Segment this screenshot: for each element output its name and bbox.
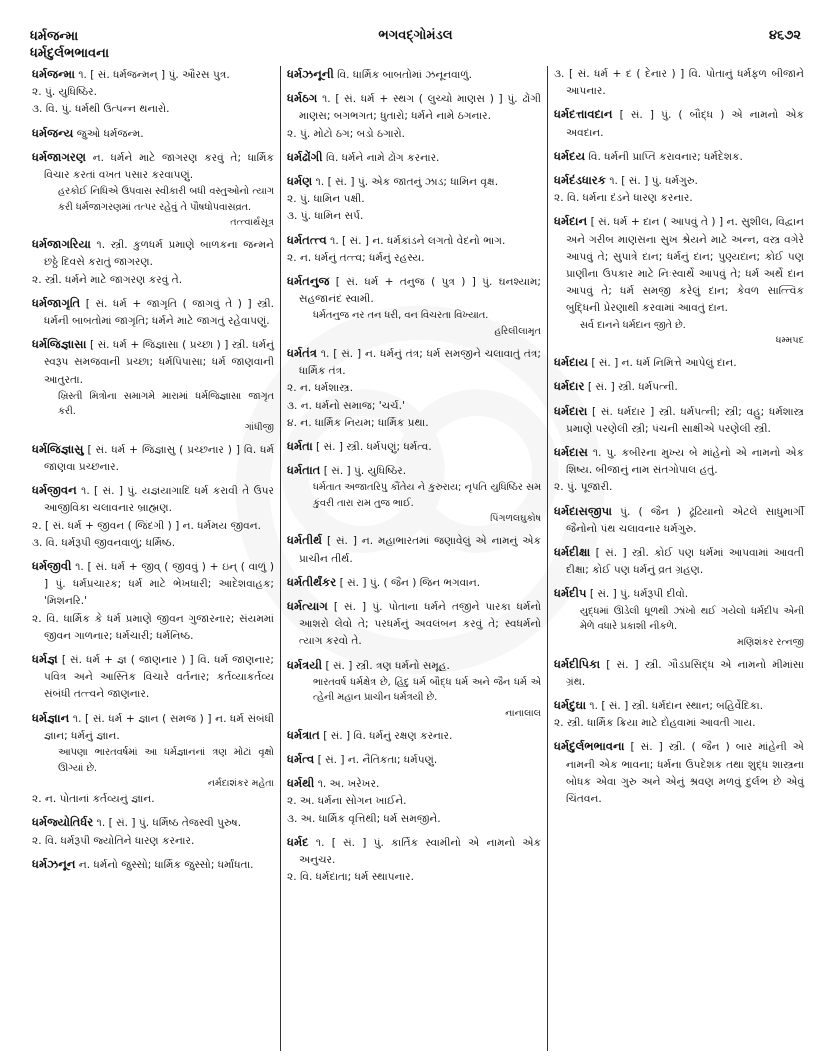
dictionary-entry <box>554 172 804 207</box>
entry-sense: ૩. [ સં. ધર્મ + દ ( દેનાર ) ] વિ. પોતાનું ધર્મફળ બીજાને આપનાર. <box>554 68 804 98</box>
entry-headword: ધર્મદંડધારક <box>554 173 606 188</box>
entry-sense: [ સં. ] ન. મહાભારતમાં જણાવેલું એ નામનું એક પ્રાચીન તીર્થ. <box>299 535 541 565</box>
entry-sense: [ સં. ] પું. ( બૌદ્ધ ) એ નામનો એક અવદાન. <box>566 109 804 139</box>
entry-quotation: સર્વ દાનને ધર્મદાન જીતે છે. <box>580 319 686 331</box>
entry-sense: [ સં. ] સ્ત્રી. ધર્મપણું; ધર્મત્વ. <box>316 440 432 453</box>
entry-sense: ૨. [ સં. ધર્મ + જીવન ( જિંદગી ) ] ન. ધર્મમય જીવન. <box>32 519 262 532</box>
entry-sense: ૨. વિ. ધર્મના દંડને ધારણ કરનાર. <box>554 192 693 205</box>
entry-headword: ધર્મજિજ્ઞાસુ <box>32 441 84 456</box>
column-3 <box>548 66 810 1051</box>
entry-sense: [ સં. ] પું. ધર્મરૂપી દીવો. <box>589 588 689 601</box>
dictionary-entry <box>287 66 541 84</box>
dictionary-entry <box>554 106 804 141</box>
entry-sense: ૨. પું. ધામિન પક્ષી. <box>287 193 365 206</box>
entry-headword: ધર્મતીર્થંકર <box>287 574 337 589</box>
entry-sense: ૧. [ સં. ] ન. ધર્મનું તંત્ર; ધર્મ સમજીને ચલાવાતું તંત્ર; ધાર્મિક તંત્ર. <box>299 347 541 378</box>
entry-sense: ૧. [ સં. ] સ્ત્રી. ધર્મદાન સ્થાન; બહિર્વેદિકા. <box>589 699 764 712</box>
dictionary-entry <box>554 544 804 579</box>
entry-quotation: ખ્રિસ્તી મિત્રોના સમાગમે મારામાં ધર્મજિજ્ઞાસા જાગૃત કરી. <box>58 390 274 418</box>
dictionary-entry <box>287 751 541 769</box>
dictionary-entry <box>287 273 541 339</box>
entry-sense: ૧. [ સં. ] પું. એક જાતનું ઝાડ; ધામિન વૃક્ષ. <box>315 176 499 189</box>
entry-sense: [ સં. ] સ્ત્રી. ( જૈન ) બાર માંહેની એ નામની એક ભાવના; ધર્મના ઉપદેશક તથા શુદ્ધ શાસ્ત્રના બોધક એવા ગુરુ અને એનું શ્રવણ મળવું દુર્લભ છે એવું ચિંતવન. <box>566 741 804 805</box>
dictionary-columns <box>26 66 810 1051</box>
dictionary-entry <box>554 656 804 691</box>
entry-quotation: આપણા ભારતવર્ષમાં આ ધર્મજ્ઞાનનાં ત્રણ મોટાં વૃક્ષો ઊગ્યાં છે. <box>58 747 274 774</box>
entry-sense: ૨. સ્ત્રી. ધાર્મિક ક્રિયા માટે દોહવામાં આવતી ગાય. <box>554 717 756 730</box>
quotation-source: પિંગળલઘુકોષ <box>490 513 541 525</box>
entry-headword: ધર્મજીવન <box>32 483 77 498</box>
entry-headword: ધર્મજાગરિયા <box>32 237 91 252</box>
dictionary-entry <box>32 710 274 809</box>
entry-headword: ધર્મતંત્ર <box>287 345 317 360</box>
dictionary-entry <box>287 232 541 267</box>
entry-sense: ૧. પુ. કબીરના મુખ્ય બે માંહેનો એ નામનો એક શિષ્ય. બીજાનું નામ સંતગોપાલ હતું. <box>566 446 804 477</box>
dictionary-entry <box>32 482 274 552</box>
dictionary-entry <box>32 558 274 645</box>
entry-headword: ધર્મજ્ઞાન <box>32 710 70 725</box>
dictionary-entry <box>287 834 541 887</box>
quotation-source: ગાંધીજી <box>244 421 274 433</box>
dictionary-entry <box>554 444 804 497</box>
entry-headword: ધર્મતાત <box>287 463 321 478</box>
entry-headword: ધર્મણ <box>287 174 313 189</box>
entry-headword: ધર્મતત્ત્વ <box>287 232 327 247</box>
dictionary-entry <box>554 354 804 372</box>
entry-sense: ૧. [ સં. ધર્મ + જ્ઞાન ( સમજ ) ] ન. ધર્મ સંબંધી જ્ઞાન; ધર્મનું જ્ઞાન. <box>44 712 274 742</box>
entry-sense: વિ. ધાર્મિક બાબતોમાં ઝનૂનવાળું. <box>337 69 473 81</box>
entry-sense: [ સં. ધર્મ + જાગૃતિ ( જાગવું તે ) ] સ્ત્રી. ધર્મની બાબતોમાં જાગૃતિ; ધર્મને માટે જાગતું રહેવાપણું. <box>44 297 274 328</box>
entry-sense: ૨. પું. યુધિષ્ઠિર. <box>32 86 97 99</box>
entry-headword: ધર્મદુઘા <box>554 697 587 712</box>
entry-headword: ધર્મદત્તાવદાન <box>554 107 613 122</box>
entry-sense: ૩. અ. ધાર્મિક વૃત્તિથી; ધર્મ સમજીને. <box>287 812 441 825</box>
entry-headword: ધર્મઠગ <box>287 91 318 106</box>
dictionary-entry <box>32 125 274 143</box>
quotation-source: તત્ત્વાર્થસૂત્ર <box>230 217 274 229</box>
entry-sense: ૨. અ. ધર્મના સોગન ખાઈને. <box>287 795 407 808</box>
entry-sense: ૧. [ સં. ] પું. યજ્ઞયાગાદિ ધર્મ કરાવી તે ઉપર આજીવિકા ચલાવનાર બ્રાહ્મણ. <box>44 485 274 515</box>
entry-sense: વિ. ધર્મની પ્રાપ્તિ કરાવનાર; ધર્મદેશક. <box>588 150 743 163</box>
entry-sense: ૧. [ સં. ] પું. કાર્તિક સ્વામીનો એ નામનો એક અનુચર. <box>299 836 541 866</box>
entry-sense: જુઓ ધર્મજન્મ. <box>76 127 144 140</box>
entry-headword: ધર્મઢોંગી <box>287 149 323 164</box>
entry-headword: ધર્મત્યાગ <box>287 598 328 613</box>
dictionary-entry <box>32 856 274 874</box>
entry-sense: [ સં. ] સ્ત્રી. કોઈ પણ ધર્મમાં આપવામાં આવતી દીક્ષા; કોઈ પણ ધર્મનું વ્રત ગ્રહણ. <box>566 546 804 577</box>
entry-sense: [ સં. ] પું. ( જૈન ) જિન ભગવાન. <box>339 576 481 589</box>
dictionary-entry <box>32 66 274 119</box>
quotation-source: હરિલીલામૃત <box>494 325 541 337</box>
page-number: ૪૬૭૨ <box>768 28 801 43</box>
page-header <box>30 28 801 64</box>
entry-headword: ધર્મદારા <box>554 403 588 418</box>
entry-headword: ધર્મજ્ઞ <box>32 652 58 667</box>
dictionary-entry <box>287 598 541 651</box>
quotation-source: નર્મદાશંકર મહેતા <box>207 778 274 790</box>
dictionary-entry <box>287 574 541 592</box>
entry-sense: ૧. [ સં. ] પું. ધર્મિષ્ઠ તેજસ્વી પુરુષ. <box>96 817 242 830</box>
entry-sense: ૧. અ. ખરેખર. <box>317 778 380 791</box>
column-2 <box>281 66 548 1051</box>
entry-sense: [ સં. ] સ્ત્રી. ત્રણ ધર્મનો સમૂહ. <box>325 659 450 672</box>
entry-sense: ૨. ન. ધર્મશાસ્ત્ર. <box>287 382 353 395</box>
quotation-source: ધમ્મપદ <box>775 335 804 347</box>
entry-sense: [ સં. ] ન. નૈતિકતા; ધર્મપણું. <box>317 753 438 766</box>
entry-headword: ધર્મદાય <box>554 355 588 370</box>
dictionary-entry <box>287 90 541 143</box>
entry-quotation: યુદ્ધમાં ઊડેલી ધૂળથી ઝાંખો થઈ ગયેલો ધર્મદીપ એની મેળે વધારે પ્રકાશી નીકળે. <box>580 605 804 633</box>
entry-quotation: હરકોઈ નિધિએ ઉપવાસ સ્વીકારી બધી વસ્તુઓનો ત્યાગ કરી ધર્મજાગરણમાં તત્પર રહેવું તે પૌષધોપવાસવ્રત. <box>58 186 274 213</box>
entry-sense: ૨. ન. ધર્મનું તત્ત્વ; ધર્મનું રહસ્ય. <box>287 251 425 264</box>
entry-sense: ૨. સ્ત્રી. ધર્મને માટે જાગરણ કરવું તે. <box>32 273 183 286</box>
entry-sense: ૧. [ સં. ધર્મ + જીવ્ ( જીવવું ) + ઇન્ ( વાળું ) ] પું. ધર્મપ્રચારક; ધર્મ માટે ભેખધારી; આદેશવાહક; 'મિશનરિ.' <box>44 561 274 608</box>
dictionary-entry <box>554 585 804 649</box>
entry-headword: ધર્મદીક્ષા <box>554 544 591 559</box>
entry-headword: ધર્મતા <box>287 438 313 453</box>
entry-sense: ૩. વિ. પું. ધર્મથી ઉત્પન્ન થનારો. <box>32 103 170 116</box>
entry-headword: ધર્મદ <box>287 834 309 849</box>
dictionary-entry <box>32 441 274 476</box>
entry-sense: ૩. ન. ધર્મનો સમાજ; 'ચર્ચ.' <box>287 399 405 412</box>
entry-headword: ધર્મદીપ <box>554 586 587 601</box>
entry-headword: ધર્મજીવી <box>32 559 72 574</box>
entry-sense: ૨. વિ. ધર્મદાતા; ધર્મ સ્થાપનાર. <box>287 871 414 884</box>
entry-headword: ધર્મદય <box>554 148 586 163</box>
entry-sense: ૧. [ સં. ] પું. ધર્મગુરુ. <box>609 175 698 188</box>
entry-sense: ૧. [ સં. ધર્મજન્મન્ ] પું. ઔરસ પુત્ર. <box>78 69 230 81</box>
entry-sense: [ સં. ] પું. યુધિષ્ઠિર. <box>323 465 407 478</box>
entry-sense: વિ. ધર્મને નામે ઢોંગ કરનાર. <box>325 151 440 164</box>
entry-headword: ધર્મદુર્લભભાવના <box>554 739 625 754</box>
entry-sense: ૪. ન. ધાર્મિક નિયમ; ધાર્મિક પ્રથા. <box>287 416 429 429</box>
entry-headword: ધર્મજાગૃતિ <box>32 295 81 310</box>
entry-headword: ધર્મદાસ <box>554 444 588 459</box>
entry-headword: ધર્મદીપિકા <box>554 656 601 671</box>
entry-sense: ૧. [ સં. ] ન. ધર્મકાંડને લગતો વેદનો ભાગ. <box>330 234 506 247</box>
entry-headword: ધર્મજન્ય <box>32 125 74 140</box>
dictionary-entry <box>287 727 541 745</box>
entry-sense: ૨. વિ. ધર્મરૂપી જ્યોતિને ધારણ કરનાર. <box>32 834 195 847</box>
entry-headword: ધર્મજન્મા <box>32 67 75 81</box>
dictionary-entry <box>554 403 804 438</box>
dictionary-entry <box>287 438 541 456</box>
entry-headword: ધર્મઝનૂન <box>32 856 76 871</box>
entry-sense: ૨. ન. પોતાનાં કર્તવ્યનું જ્ઞાન. <box>32 793 155 806</box>
entry-sense: [ સં. ] સ્ત્રી. ધર્મપત્ની. <box>587 381 678 394</box>
entry-headword: ધર્મજ્યોતિર્ધર <box>32 815 94 830</box>
entry-sense: ન. ધર્મનો જુસ્સો; ધાર્મિક જુસ્સો; ધર્માંધતા. <box>78 858 254 871</box>
quotation-source: નાનાલાલ <box>505 707 541 719</box>
dictionary-entry <box>554 738 804 808</box>
dictionary-entry <box>554 66 804 100</box>
entry-sense: [ સં. ધર્મદાર ] સ્ત્રી. ધર્મપત્ની; સ્ત્રી; વહુ; ધર્મશાસ્ત્ર પ્રમાણે પરણેલી સ્ત્રી; પંચની સાક્ષીએ પરણેલી સ્ત્રી. <box>566 405 804 435</box>
entry-sense: [ સં. ધર્મ + જિજ્ઞાસુ ( પ્રચ્છનાર ) ] વિ. ધર્મ જાણવા પ્રચ્છનાર. <box>44 443 274 474</box>
dictionary-entry <box>287 173 541 226</box>
entry-quotation: ધર્મતાત અજાતરિપુ કૌંતેય ને કુરુરાય; નૃપતિ યુધિષ્ઠિર સમ કુંવરી તારા રામ તુજ ભાઈ. <box>313 482 541 509</box>
entry-quotation: ભારતવર્ષ ધર્મક્ષેત્ર છે, હિંદુ ધર્મ બૌદ્ધ ધર્મ અને જૈન ધર્મ એ ત્હેની મહાન પ્રાચીન ધર્મત્રયી છે. <box>313 676 541 704</box>
entry-sense: [ સં. ] સ્ત્રી. ગૌડપ્રસિદ્ધ એ નામનો મીમાંસા ગ્રંથ. <box>566 658 804 688</box>
entry-headword: ધર્મદાસજીપા <box>554 503 612 518</box>
dictionary-entry <box>554 213 804 348</box>
entry-headword: ધર્મદાર <box>554 379 585 394</box>
entry-headword: ધર્મત્વ <box>287 751 315 766</box>
entry-sense: [ સં. ધર્મ + તનુજ ( પુત્ર ) ] પું. ઘનશ્યામ; સહજાનંદ સ્વામી. <box>299 276 541 306</box>
entry-headword: ધર્મથી <box>287 776 315 791</box>
entry-sense: ૧. સ્ત્રી. કુળધર્મ પ્રમાણે બાળકના જન્મને છઠ્ઠે દિવસે કરાતું જાગરણ. <box>44 239 274 269</box>
entry-sense: [ સં. ધર્મ + જ્ઞ ( જાણનાર ) ] વિ. ધર્મ જાણનાર; પવિત્ર અને આસ્તિક વિચારે વર્તનાર; કર્તવ્યાકર્તવ્ય સંબંધી તત્ત્વને જાણનાર. <box>44 654 274 701</box>
entry-sense: ૨. પું. પૂજારી. <box>554 481 613 494</box>
entry-sense: ન. ધર્મને માટે જાગરણ કરવું તે; ધાર્મિક વિચાર કરતાં વખત પસાર કરવાપણું. <box>44 151 274 182</box>
entry-sense: [ સં. ધર્મ + દાન ( આપવું તે ) ] ન. સુશીલ, વિદ્વાન અને ગરીબ માણસના સુખ શ્રેયને માટે અન્ન, વસ્ત્ર વગેરે આપવું તે; સુપાત્રે દાન; ધર્મનું દાન; પુણ્યદાન; કોઈ પણ પ્રાણીના ઉપકાર માટે નિઃસ્વાર્થે આપવું તે; ધર્મ અર્થે દાન આપવું તે; ધર્મ સમજી કરેલું દાન; કેવળ સાત્ત્વિક બુદ્ધિની પ્રેરણાથી કરવામાં આવતું દાન. <box>566 216 804 315</box>
entry-sense: [ સં. ધર્મ + જિજ્ઞાસા ( પ્રચ્છા ) ] સ્ત્રી. ધર્મનું સ્વરૂપ સમજવાની પ્રચ્છા; ધર્મપિપાસા; ધર્મ જાણવાની આતુરતા. <box>44 339 274 386</box>
entry-sense: ૩. પું. ધામિન સર્પ. <box>287 210 364 223</box>
dictionary-entry <box>32 336 274 435</box>
dictionary-entry <box>287 462 541 526</box>
guide-word-last: ધર્મદુર્લભભાવના <box>30 46 110 61</box>
dictionary-entry <box>32 295 274 330</box>
dictionary-entry <box>287 149 541 167</box>
entry-headword: ધર્મત્રયી <box>287 657 323 672</box>
quotation-source: મણિશંકર રત્નજી <box>737 636 804 648</box>
column-1 <box>26 66 281 1051</box>
entry-sense: [ સં. ] વિ. ધર્મનું રક્ષણ કરનાર. <box>323 729 453 742</box>
entry-headword: ધર્મતનુજ <box>287 274 330 289</box>
entry-headword: ધર્મતીર્થ <box>287 533 323 548</box>
dictionary-title: ભગવદ્ગોમંડલ <box>378 28 453 43</box>
dictionary-entry <box>287 775 541 828</box>
entry-sense: ૩. વિ. ધર્મરૂપી જીવનવાળું; ધર્મિષ્ઠ. <box>32 536 176 549</box>
entry-sense: [ સં. ] ન. ધર્મ નિમિત્તે આપેલું દાન. <box>591 357 737 370</box>
dictionary-entry <box>554 697 804 732</box>
dictionary-entry <box>32 236 274 289</box>
dictionary-entry <box>287 657 541 721</box>
dictionary-entry <box>287 345 541 432</box>
entry-sense: ૨. વિ. ધાર્મિક કે ધર્મ પ્રમાણે જીવન ગુજારનાર; સંયમમાં જીવન ગાળનાર; ધર્મચારી; ધર્મનિષ્ઠ. <box>32 612 274 642</box>
entry-headword: ધર્મઝનૂની <box>287 67 334 81</box>
dictionary-entry <box>554 148 804 166</box>
dictionary-entry <box>32 814 274 849</box>
entry-sense: [ સં. ] પું. પોતાના ધર્મને તજીને પારકા ધર્મનો આશરો લેવો તે; પરધર્મનું અવલંબન કરવું તે; સ્વધર્મનો ત્યાગ કરવો તે. <box>299 600 541 648</box>
entry-headword: ધર્મત્રાત <box>287 727 320 742</box>
entry-sense: ૨. પું. મોટો ઠગ; બડો ઠગારો. <box>287 127 406 140</box>
dictionary-entry <box>32 651 274 704</box>
entry-sense: ૧. [ સં. ધર્મ + સ્થગ ( લુચ્ચો માણસ ) ] પું. ઢોંગી માણસ; બગભગત; ધુતારો; ધર્મને નામે ઠગનાર. <box>299 93 542 123</box>
entry-headword: ધર્મદાન <box>554 214 588 229</box>
dictionary-entry <box>32 149 274 230</box>
dictionary-entry <box>554 503 804 538</box>
entry-quotation: ધર્મતનુજ નર તન ધરી, વન વિચરતા વિખ્યાત. <box>313 310 489 322</box>
entry-headword: ધર્મજિજ્ઞાસા <box>32 337 87 352</box>
dictionary-entry <box>287 532 541 567</box>
dictionary-entry <box>554 378 804 396</box>
guide-word-first: ધર્મજન્મા <box>30 29 79 44</box>
entry-headword: ધર્મજાગરણ <box>32 149 87 164</box>
entry-sense: પું. ( જૈન ) ઢૂંઢિયાનો એટલે સાધુમાર્ગી જૈનોનો પંથ ચલાવનાર ધર્મગુરુ. <box>566 505 804 535</box>
